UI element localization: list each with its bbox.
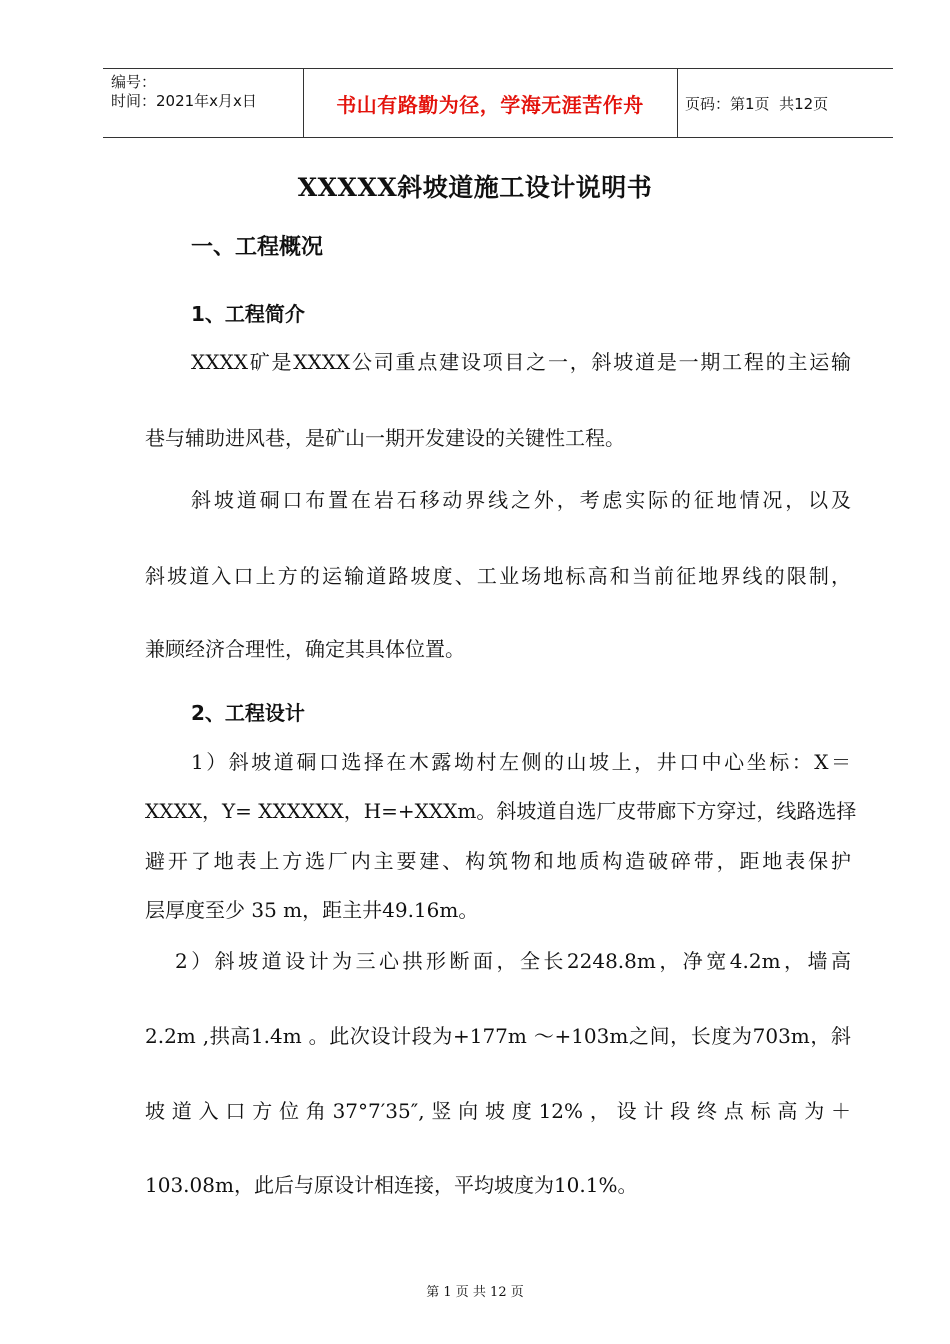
paragraph-line: 103.08m，此后与原设计相连接，平均坡度为10.1%。: [145, 1173, 638, 1197]
header-meta: [111, 73, 257, 111]
page-footer: 第 1 页 共 12 页: [426, 1285, 524, 1300]
page-info-text: 页码：第1页 共12页: [685, 94, 829, 113]
subsection-heading: 1、工程简介: [191, 302, 305, 326]
time-label: 时间：2021年x月x日: [111, 92, 257, 110]
section-heading: 一、工程概况: [191, 235, 324, 260]
paragraph-line: 斜坡道硐口布置在岩石移动界线之外，考虑实际的征地情况，以及: [191, 488, 851, 512]
paragraph-line: 斜坡道入口上方的运输道路坡度、工业场地标高和当前征地界线的限制，: [145, 564, 851, 588]
paragraph-line: 2）斜坡道设计为三心拱形断面，全长2248.8m，净宽4.2m，墙高: [175, 949, 851, 973]
paragraph-line: XXXX，Y= XXXXXX，H=+XXXm。斜坡道自选厂皮带廊下方穿过，线路选择: [145, 799, 857, 823]
paragraph-line: 2.2m ,拱高1.4m 。此次设计段为+177m ～+103m之间，长度为703m，斜: [145, 1024, 851, 1048]
paragraph-line: 巷与辅助进风巷，是矿山一期开发建设的关键性工程。: [145, 426, 625, 450]
paragraph-line: 层厚度至少 35 m，距主井49.16m。: [145, 898, 479, 922]
number-label: 编号：: [111, 73, 157, 91]
subsection-heading: 2、工程设计: [191, 701, 305, 725]
paragraph-line: 1）斜坡道硐口选择在木露坳村左侧的山坡上，井口中心坐标：X＝: [191, 750, 851, 774]
header-divider: [677, 69, 678, 137]
document-header: [103, 68, 893, 138]
paragraph-line: 坡道入口方位角37°7′35″,竖向坡度12%，设计段终点标高为＋: [145, 1099, 851, 1123]
paragraph-line: 避开了地表上方选厂内主要建、构筑物和地质构造破碎带，距地表保护: [145, 849, 851, 873]
paragraph-line: 兼顾经济合理性，确定其具体位置。: [145, 637, 465, 661]
paragraph-line: XXXX矿是XXXX公司重点建设项目之一，斜坡道是一期工程的主运输: [191, 350, 851, 374]
header-motto: 书山有路勤为径，学海无涯苦作舟: [336, 92, 644, 117]
header-page-info: [685, 69, 828, 137]
document-title: XXXXX斜坡道施工设计说明书: [297, 173, 653, 202]
